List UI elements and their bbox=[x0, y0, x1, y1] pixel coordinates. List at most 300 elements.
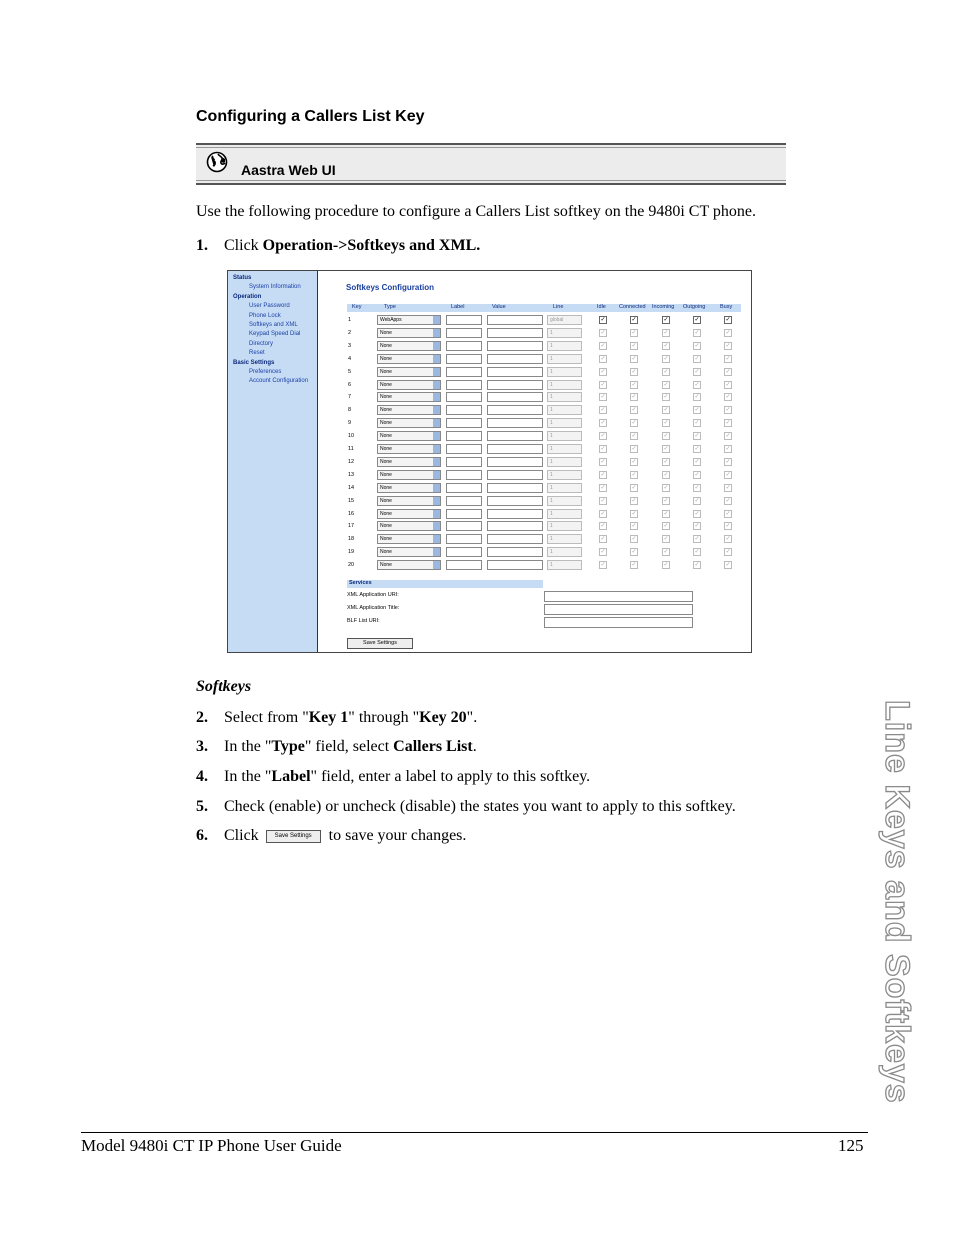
state-checkbox[interactable]: ✓ bbox=[631, 407, 637, 414]
softkey-label-input[interactable] bbox=[446, 367, 482, 377]
softkey-type-select[interactable] bbox=[377, 521, 441, 531]
softkey-line-value: 1 bbox=[550, 562, 553, 569]
service-field-label: BLF List URI: bbox=[347, 618, 380, 624]
softkey-value-input[interactable] bbox=[487, 470, 543, 480]
state-checkbox[interactable]: ✓ bbox=[725, 510, 731, 517]
softkey-label-input[interactable] bbox=[446, 547, 482, 557]
column-header-label: Line bbox=[553, 304, 564, 310]
softkey-value-input[interactable] bbox=[487, 367, 543, 377]
state-checkbox[interactable]: ✓ bbox=[694, 355, 700, 362]
state-checkbox[interactable]: ✓ bbox=[694, 458, 700, 465]
softkey-value-input[interactable] bbox=[487, 483, 543, 493]
intro-paragraph: Use the following procedure to configure a Callers List softkey on the 9480i CT phone. bbox=[196, 203, 757, 220]
state-checkbox[interactable]: ✓ bbox=[725, 497, 731, 504]
state-checkbox[interactable]: ✓ bbox=[725, 407, 731, 414]
softkey-value-input[interactable] bbox=[487, 328, 543, 338]
state-checkbox[interactable]: ✓ bbox=[600, 446, 606, 452]
step-number: 5. bbox=[196, 798, 208, 815]
state-checkbox[interactable]: ✓ bbox=[694, 497, 700, 504]
state-checkbox[interactable]: ✓ bbox=[631, 317, 637, 323]
chevron-down-icon bbox=[433, 329, 440, 337]
step-text: " field, enter a label to apply to this softkey. bbox=[310, 768, 591, 785]
softkey-type-select[interactable] bbox=[377, 547, 441, 557]
sidebar-link[interactable]: Directory bbox=[249, 340, 274, 347]
softkey-line-value: 1 bbox=[550, 497, 553, 504]
softkey-line-select[interactable] bbox=[547, 418, 582, 428]
softkey-number: 20 bbox=[348, 562, 355, 569]
step-text: In the " bbox=[224, 738, 272, 755]
state-checkbox[interactable]: ✓ bbox=[725, 368, 731, 375]
state-checkbox[interactable]: ✓ bbox=[663, 536, 669, 543]
state-checkbox[interactable]: ✓ bbox=[694, 433, 700, 440]
softkey-label-input[interactable] bbox=[446, 341, 482, 351]
softkey-type-value: None bbox=[380, 562, 392, 569]
step-6 bbox=[196, 827, 466, 845]
step-text: ". bbox=[466, 709, 478, 726]
softkey-line-select[interactable] bbox=[547, 483, 582, 493]
state-checkbox[interactable]: ✓ bbox=[694, 484, 700, 491]
section-heading: Configuring a Callers List Key bbox=[196, 108, 425, 125]
softkey-line-select[interactable] bbox=[547, 367, 582, 377]
softkey-row bbox=[347, 328, 747, 338]
state-checkbox[interactable]: ✓ bbox=[663, 355, 669, 362]
softkey-type-select[interactable] bbox=[377, 483, 441, 493]
state-checkbox[interactable]: ✓ bbox=[631, 484, 637, 491]
softkey-value-input[interactable] bbox=[487, 431, 543, 441]
step-number: 3. bbox=[196, 738, 208, 755]
state-checkbox[interactable]: ✓ bbox=[631, 549, 637, 556]
softkey-row bbox=[347, 547, 747, 557]
state-checkbox[interactable]: ✓ bbox=[694, 510, 700, 517]
softkey-row bbox=[347, 392, 747, 402]
state-checkbox[interactable]: ✓ bbox=[631, 497, 637, 504]
softkey-type-value: None bbox=[380, 471, 392, 478]
state-checkbox[interactable]: ✓ bbox=[725, 484, 731, 491]
softkey-type-select[interactable] bbox=[377, 380, 441, 390]
state-checkbox[interactable]: ✓ bbox=[663, 549, 669, 556]
sidebar-link[interactable]: Account Configuration bbox=[249, 378, 309, 385]
softkey-line-value: 1 bbox=[550, 523, 553, 530]
sidebar-heading-basic-settings: Basic Settings bbox=[233, 359, 275, 366]
softkey-value-input[interactable] bbox=[487, 496, 543, 506]
state-checkbox[interactable]: ✓ bbox=[725, 458, 731, 465]
softkey-type-value: None bbox=[380, 420, 392, 427]
softkeys-config-screenshot bbox=[227, 270, 752, 653]
softkey-line-value: 1 bbox=[550, 420, 553, 427]
chevron-down-icon bbox=[433, 393, 440, 401]
state-checkbox[interactable]: ✓ bbox=[600, 523, 606, 530]
chevron-down-icon bbox=[433, 445, 440, 453]
softkey-row bbox=[347, 534, 747, 544]
state-checkbox[interactable]: ✓ bbox=[600, 368, 606, 375]
softkey-type-select[interactable] bbox=[377, 418, 441, 428]
state-checkbox[interactable]: ✓ bbox=[663, 368, 669, 375]
service-field-label: XML Application Title: bbox=[347, 605, 400, 611]
step-bold: Key 20 bbox=[419, 709, 467, 726]
softkey-line-select[interactable] bbox=[547, 405, 582, 415]
state-checkbox[interactable]: ✓ bbox=[600, 497, 606, 504]
state-checkbox[interactable]: ✓ bbox=[725, 471, 731, 478]
state-checkbox[interactable]: ✓ bbox=[694, 549, 700, 556]
softkey-label-input[interactable] bbox=[446, 483, 482, 493]
state-checkbox[interactable]: ✓ bbox=[663, 420, 669, 427]
softkey-row bbox=[347, 367, 747, 377]
services-header bbox=[347, 580, 543, 588]
softkey-type-value: None bbox=[380, 536, 392, 543]
state-checkbox[interactable]: ✓ bbox=[631, 394, 637, 401]
save-settings-button[interactable]: Save Settings bbox=[347, 638, 413, 649]
softkey-row bbox=[347, 496, 747, 506]
state-checkbox[interactable]: ✓ bbox=[600, 420, 606, 427]
state-checkbox[interactable]: ✓ bbox=[694, 536, 700, 543]
softkey-line-select[interactable] bbox=[547, 534, 582, 544]
footer-guide-title: Model 9480i CT IP Phone User Guide bbox=[81, 1136, 342, 1155]
softkey-type-value: None bbox=[380, 523, 392, 530]
softkey-value-input[interactable] bbox=[487, 444, 543, 454]
step-text: Click bbox=[224, 237, 263, 254]
state-checkbox[interactable]: ✓ bbox=[600, 433, 606, 440]
softkey-row bbox=[347, 509, 747, 519]
softkey-value-input[interactable] bbox=[487, 315, 543, 325]
softkey-line-value: 1 bbox=[550, 536, 553, 543]
state-checkbox[interactable]: ✓ bbox=[631, 562, 637, 569]
softkey-value-input[interactable] bbox=[487, 354, 543, 364]
state-checkbox[interactable]: ✓ bbox=[600, 510, 606, 517]
softkey-number: 14 bbox=[348, 484, 355, 491]
softkey-type-select[interactable] bbox=[377, 354, 441, 364]
softkey-row bbox=[347, 470, 747, 480]
save-settings-inline-button[interactable]: Save Settings bbox=[266, 830, 321, 843]
state-checkbox[interactable]: ✓ bbox=[725, 342, 731, 349]
softkey-type-value: None bbox=[380, 484, 392, 491]
web-ui-banner bbox=[196, 143, 786, 185]
state-checkbox[interactable]: ✓ bbox=[631, 368, 637, 375]
chapter-side-title-text: Line Keys and Softkeys bbox=[878, 700, 916, 1104]
step-text: Check (enable) or uncheck (disable) the states you want to apply to this softkey. bbox=[224, 798, 736, 815]
softkey-row bbox=[347, 418, 747, 428]
service-field-input[interactable] bbox=[544, 604, 693, 615]
softkey-type-value: WebApps bbox=[380, 317, 402, 323]
state-checkbox[interactable]: ✓ bbox=[631, 355, 637, 362]
state-checkbox[interactable]: ✓ bbox=[725, 562, 731, 569]
state-checkbox[interactable]: ✓ bbox=[631, 446, 637, 452]
state-checkbox[interactable]: ✓ bbox=[725, 355, 731, 362]
step-number: 4. bbox=[196, 768, 208, 785]
footer-page-number: 125 bbox=[838, 1136, 864, 1155]
state-checkbox[interactable]: ✓ bbox=[663, 523, 669, 530]
state-checkbox[interactable]: ✓ bbox=[725, 420, 731, 427]
state-checkbox[interactable]: ✓ bbox=[663, 407, 669, 414]
softkey-type-select[interactable] bbox=[377, 367, 441, 377]
state-checkbox[interactable]: ✓ bbox=[694, 329, 700, 336]
step-number: 2. bbox=[196, 709, 208, 726]
state-checkbox[interactable]: ✓ bbox=[600, 471, 606, 478]
softkey-row bbox=[347, 341, 747, 351]
softkey-line-select[interactable] bbox=[547, 315, 582, 325]
state-checkbox[interactable]: ✓ bbox=[600, 536, 606, 543]
column-header-label: Value bbox=[492, 304, 506, 310]
state-checkbox[interactable]: ✓ bbox=[663, 497, 669, 504]
sidebar-link[interactable]: Phone Lock bbox=[249, 312, 281, 319]
state-checkbox[interactable]: ✓ bbox=[663, 342, 669, 349]
chevron-down-icon bbox=[433, 484, 440, 492]
column-header-label: Connected bbox=[619, 304, 646, 310]
softkey-label-input[interactable] bbox=[446, 457, 482, 467]
step-bold: Label bbox=[271, 768, 311, 785]
state-checkbox[interactable]: ✓ bbox=[725, 446, 731, 452]
softkey-type-select[interactable] bbox=[377, 431, 441, 441]
softkey-label-input[interactable] bbox=[446, 509, 482, 519]
state-checkbox[interactable]: ✓ bbox=[694, 407, 700, 414]
softkey-line-select[interactable] bbox=[547, 509, 582, 519]
softkey-label-input[interactable] bbox=[446, 380, 482, 390]
softkey-value-input[interactable] bbox=[487, 457, 543, 467]
softkey-type-value: None bbox=[380, 342, 392, 349]
state-checkbox[interactable]: ✓ bbox=[725, 536, 731, 543]
state-checkbox[interactable]: ✓ bbox=[600, 549, 606, 556]
softkey-value-input[interactable] bbox=[487, 560, 543, 570]
state-checkbox[interactable]: ✓ bbox=[631, 471, 637, 478]
state-checkbox[interactable]: ✓ bbox=[600, 458, 606, 465]
step-bold: Operation->Softkeys and XML. bbox=[262, 237, 481, 254]
step-text: " through " bbox=[348, 709, 420, 726]
state-checkbox[interactable]: ✓ bbox=[631, 458, 637, 465]
state-checkbox[interactable]: ✓ bbox=[600, 355, 606, 362]
state-checkbox[interactable]: ✓ bbox=[725, 381, 731, 388]
softkey-row bbox=[347, 405, 747, 415]
softkey-line-select[interactable] bbox=[547, 354, 582, 364]
state-checkbox[interactable]: ✓ bbox=[694, 394, 700, 401]
softkey-type-value: None bbox=[380, 407, 392, 414]
softkey-type-select[interactable] bbox=[377, 496, 441, 506]
softkey-line-select[interactable] bbox=[547, 431, 582, 441]
state-checkbox[interactable]: ✓ bbox=[725, 394, 731, 401]
softkey-label-input[interactable] bbox=[446, 470, 482, 480]
state-checkbox[interactable]: ✓ bbox=[600, 329, 606, 336]
sidebar-link[interactable]: Reset bbox=[249, 350, 265, 357]
chevron-down-icon bbox=[433, 522, 440, 530]
web-ui-label: Aastra Web UI bbox=[241, 162, 336, 178]
softkey-number: 12 bbox=[348, 458, 355, 465]
state-checkbox[interactable]: ✓ bbox=[663, 510, 669, 517]
chevron-down-icon bbox=[433, 458, 440, 466]
softkey-value-input[interactable] bbox=[487, 521, 543, 531]
softkey-line-select[interactable] bbox=[547, 496, 582, 506]
softkey-line-value: 1 bbox=[550, 407, 553, 414]
softkey-value-input[interactable] bbox=[487, 509, 543, 519]
softkey-label-input[interactable] bbox=[446, 534, 482, 544]
softkey-number: 18 bbox=[348, 536, 355, 543]
state-checkbox[interactable]: ✓ bbox=[694, 471, 700, 478]
softkey-type-select[interactable] bbox=[377, 405, 441, 415]
softkey-label-input[interactable] bbox=[446, 328, 482, 338]
softkey-line-value: 1 bbox=[550, 368, 553, 375]
state-checkbox[interactable]: ✓ bbox=[631, 342, 637, 349]
softkey-line-select[interactable] bbox=[547, 547, 582, 557]
state-checkbox[interactable]: ✓ bbox=[663, 317, 669, 323]
softkey-type-select[interactable] bbox=[377, 457, 441, 467]
softkey-type-value: None bbox=[380, 394, 392, 401]
softkey-label-input[interactable] bbox=[446, 444, 482, 454]
softkey-label-input[interactable] bbox=[446, 418, 482, 428]
state-checkbox[interactable]: ✓ bbox=[694, 381, 700, 388]
state-checkbox[interactable]: ✓ bbox=[663, 471, 669, 478]
state-checkbox[interactable]: ✓ bbox=[631, 536, 637, 543]
softkeys-heading: Softkeys bbox=[196, 678, 252, 695]
state-checkbox[interactable]: ✓ bbox=[600, 394, 606, 401]
state-checkbox[interactable]: ✓ bbox=[631, 420, 637, 427]
state-checkbox[interactable]: ✓ bbox=[663, 484, 669, 491]
state-checkbox[interactable]: ✓ bbox=[725, 549, 731, 556]
softkey-line-select[interactable] bbox=[547, 470, 582, 480]
state-checkbox[interactable]: ✓ bbox=[600, 407, 606, 414]
sidebar-link[interactable]: User Password bbox=[249, 303, 290, 310]
softkey-type-select[interactable] bbox=[377, 509, 441, 519]
step-text: Click bbox=[224, 827, 263, 844]
chevron-down-icon bbox=[433, 510, 440, 518]
column-header-label: Idle bbox=[597, 304, 606, 310]
state-checkbox[interactable]: ✓ bbox=[694, 446, 700, 452]
softkey-label-input[interactable] bbox=[446, 496, 482, 506]
state-checkbox[interactable]: ✓ bbox=[725, 523, 731, 530]
state-checkbox[interactable]: ✓ bbox=[600, 381, 606, 388]
globe-icon bbox=[206, 151, 228, 178]
softkey-label-input[interactable] bbox=[446, 431, 482, 441]
softkey-line-select[interactable] bbox=[547, 392, 582, 402]
softkey-line-value: 1 bbox=[550, 446, 553, 452]
step-5 bbox=[196, 798, 736, 816]
sidebar-link[interactable]: System Information bbox=[249, 284, 301, 291]
softkey-number: 7 bbox=[348, 394, 352, 401]
state-checkbox[interactable]: ✓ bbox=[631, 329, 637, 336]
step-bold: Callers List bbox=[393, 738, 473, 755]
state-checkbox[interactable]: ✓ bbox=[663, 394, 669, 401]
softkey-number: 9 bbox=[348, 420, 352, 427]
column-header-label: Key bbox=[352, 304, 362, 310]
softkey-number: 10 bbox=[348, 433, 355, 440]
softkey-row bbox=[347, 354, 747, 364]
softkey-line-select[interactable] bbox=[547, 341, 582, 351]
state-checkbox[interactable]: ✓ bbox=[663, 329, 669, 336]
state-checkbox[interactable]: ✓ bbox=[725, 317, 731, 323]
softkey-value-input[interactable] bbox=[487, 380, 543, 390]
state-checkbox[interactable]: ✓ bbox=[694, 342, 700, 349]
sidebar-link[interactable]: Softkeys and XML bbox=[249, 322, 298, 328]
softkey-value-input[interactable] bbox=[487, 341, 543, 351]
state-checkbox[interactable]: ✓ bbox=[663, 433, 669, 440]
state-checkbox[interactable]: ✓ bbox=[663, 458, 669, 465]
state-checkbox[interactable]: ✓ bbox=[631, 381, 637, 388]
services-header-label: Services bbox=[349, 580, 372, 586]
service-field-input[interactable] bbox=[544, 591, 693, 602]
softkey-value-input[interactable] bbox=[487, 392, 543, 402]
state-checkbox[interactable]: ✓ bbox=[694, 317, 700, 323]
softkey-line-select[interactable] bbox=[547, 521, 582, 531]
state-checkbox[interactable]: ✓ bbox=[694, 368, 700, 375]
softkey-line-select[interactable] bbox=[547, 328, 582, 338]
softkey-line-value: 1 bbox=[550, 381, 553, 388]
state-checkbox[interactable]: ✓ bbox=[663, 562, 669, 569]
chevron-down-icon bbox=[433, 561, 440, 569]
chevron-down-icon bbox=[433, 497, 440, 505]
softkey-value-input[interactable] bbox=[487, 405, 543, 415]
state-checkbox[interactable]: ✓ bbox=[663, 381, 669, 388]
softkey-type-value: None bbox=[380, 355, 392, 362]
softkey-type-value: None bbox=[380, 510, 392, 517]
state-checkbox[interactable]: ✓ bbox=[600, 317, 606, 323]
softkey-line-value: 1 bbox=[550, 329, 553, 336]
state-checkbox[interactable]: ✓ bbox=[725, 329, 731, 336]
state-checkbox[interactable]: ✓ bbox=[694, 562, 700, 569]
softkey-line-select[interactable] bbox=[547, 380, 582, 390]
softkey-line-value: global bbox=[550, 317, 564, 323]
softkey-number: 2 bbox=[348, 329, 352, 336]
chapter-side-title bbox=[860, 700, 920, 1110]
softkey-type-value: None bbox=[380, 458, 392, 465]
softkey-number: 4 bbox=[348, 355, 352, 362]
softkey-number: 1 bbox=[348, 317, 352, 323]
state-checkbox[interactable]: ✓ bbox=[663, 446, 669, 452]
column-header-label: Incoming bbox=[652, 304, 675, 310]
web-ui-sidebar bbox=[228, 271, 318, 652]
state-checkbox[interactable]: ✓ bbox=[631, 523, 637, 530]
softkey-label-input[interactable] bbox=[446, 354, 482, 364]
state-checkbox[interactable]: ✓ bbox=[694, 523, 700, 530]
softkey-type-select[interactable] bbox=[377, 560, 441, 570]
state-checkbox[interactable]: ✓ bbox=[600, 342, 606, 349]
state-checkbox[interactable]: ✓ bbox=[600, 484, 606, 491]
chevron-down-icon bbox=[433, 548, 440, 556]
service-field-input[interactable] bbox=[544, 617, 693, 628]
softkey-type-select[interactable] bbox=[377, 328, 441, 338]
softkey-label-input[interactable] bbox=[446, 560, 482, 570]
state-checkbox[interactable]: ✓ bbox=[631, 510, 637, 517]
softkey-row bbox=[347, 521, 747, 531]
softkey-type-select[interactable] bbox=[377, 444, 441, 454]
sidebar-link[interactable]: Preferences bbox=[249, 369, 282, 375]
softkey-label-input[interactable] bbox=[446, 521, 482, 531]
softkey-line-value: 1 bbox=[550, 394, 553, 401]
step-text: to save your changes. bbox=[324, 827, 467, 844]
softkey-number: 11 bbox=[348, 446, 354, 452]
softkey-label-input[interactable] bbox=[446, 315, 482, 325]
step-bold: Type bbox=[271, 738, 305, 755]
softkey-type-select[interactable] bbox=[377, 341, 441, 351]
softkey-label-input[interactable] bbox=[446, 392, 482, 402]
softkey-value-input[interactable] bbox=[487, 418, 543, 428]
softkey-type-value: None bbox=[380, 381, 392, 388]
state-checkbox[interactable]: ✓ bbox=[694, 420, 700, 427]
softkey-label-input[interactable] bbox=[446, 405, 482, 415]
softkey-line-select[interactable] bbox=[547, 560, 582, 570]
sidebar-link[interactable]: Keypad Speed Dial bbox=[249, 331, 301, 338]
state-checkbox[interactable]: ✓ bbox=[600, 562, 606, 569]
softkey-value-input[interactable] bbox=[487, 534, 543, 544]
softkey-type-select[interactable] bbox=[377, 470, 441, 480]
step-2 bbox=[196, 709, 477, 727]
softkey-number: 17 bbox=[348, 523, 355, 530]
softkey-type-select[interactable] bbox=[377, 315, 441, 325]
softkey-type-value: None bbox=[380, 329, 392, 336]
chevron-down-icon bbox=[433, 419, 440, 427]
state-checkbox[interactable]: ✓ bbox=[725, 433, 731, 440]
softkey-type-select[interactable] bbox=[377, 392, 441, 402]
softkey-value-input[interactable] bbox=[487, 547, 543, 557]
softkey-line-select[interactable] bbox=[547, 444, 582, 454]
softkey-type-select[interactable] bbox=[377, 534, 441, 544]
state-checkbox[interactable]: ✓ bbox=[631, 433, 637, 440]
softkey-line-select[interactable] bbox=[547, 457, 582, 467]
